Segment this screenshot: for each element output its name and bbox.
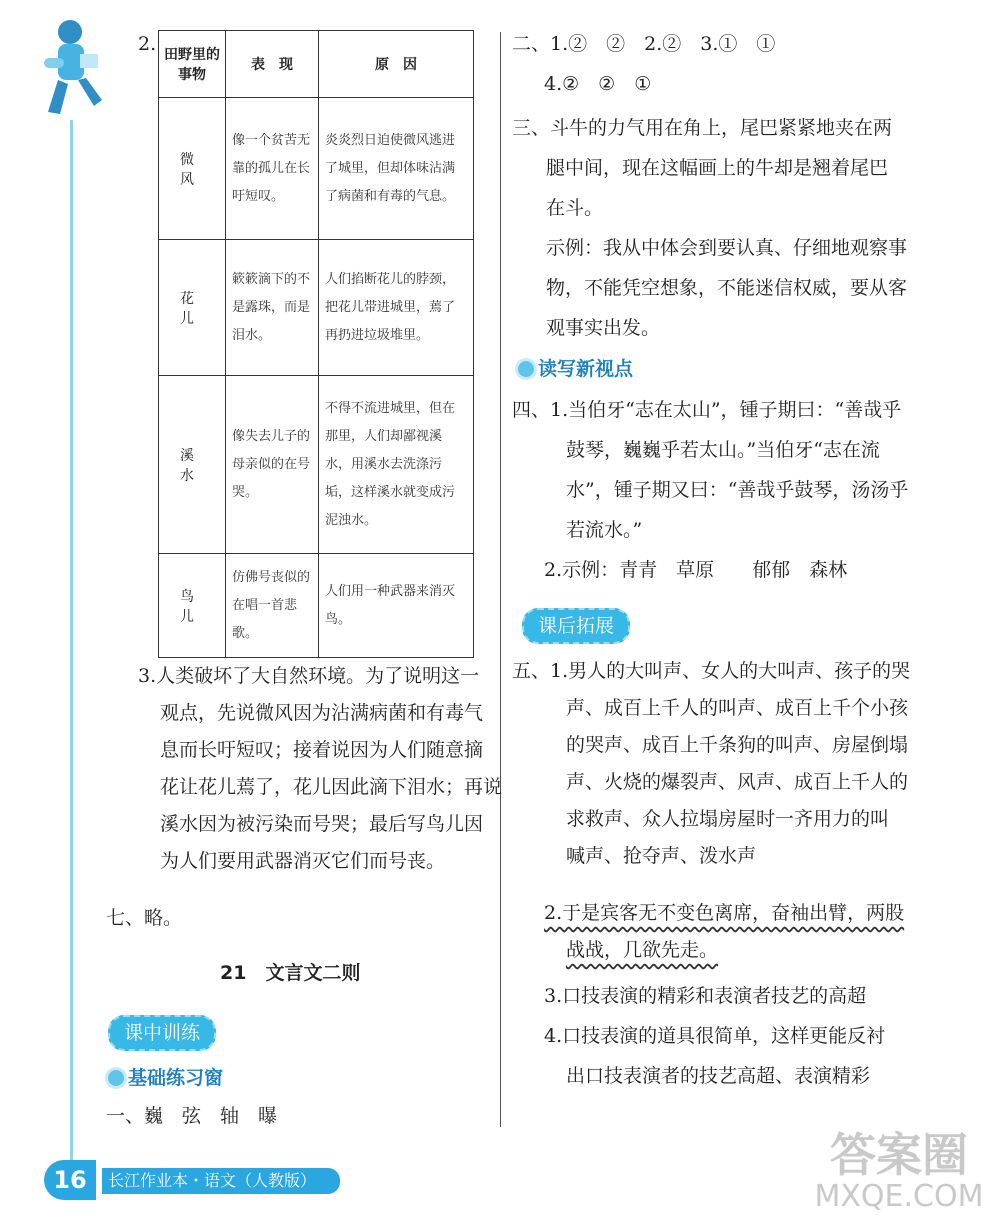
section-banner-in-class: 课中训练 <box>108 1015 216 1051</box>
table-cell: 不得不流进城里，但在那里，人们却鄙视溪水，用溪水去洗涤污垢，这样溪水就变成污泥浊水。 <box>319 376 474 554</box>
item-2-number: 2. <box>138 33 157 55</box>
table-header-cell: 田野里的事物 <box>159 31 226 98</box>
table-cell: 人们用一种武器来消灭鸟。 <box>319 554 474 658</box>
book-title-bar: 长江作业本・语文（人教版） <box>102 1168 340 1194</box>
subheading-basic-practice <box>108 1063 223 1093</box>
answer-line: 腿中间，现在这幅画上的牛却是翘着尾巴 <box>546 157 889 179</box>
answer-line: 在斗。 <box>546 197 604 219</box>
table-row <box>159 376 474 554</box>
answer-line: 溪水因为被污染而号哭；最后写鸟儿因 <box>160 813 484 835</box>
reading-boy-illustration <box>38 14 106 124</box>
answer-line: 三、斗牛的力气用在角上，尾巴紧紧地夹在两 <box>512 117 893 139</box>
answer-line: 一、巍 弦 轴 曝 <box>106 1105 278 1127</box>
answer-line: 3.口技表演的精彩和表演者技艺的高超 <box>544 985 867 1007</box>
answer-line: 花让花儿蔫了，花儿因此滴下泪水；再说 <box>160 776 503 798</box>
section-banner-after-class: 课后拓展 <box>522 608 630 644</box>
watermark <box>804 1130 994 1214</box>
answer-line: 出口技表演者的技艺高超、表演精彩 <box>566 1065 871 1087</box>
answer-line: 声、成百上千人的叫声、成百上千个小孩 <box>566 697 909 719</box>
answer-line: 求救声、众人拉塌房屋时一齐用力的叫 <box>566 808 890 830</box>
answer-line: 示例：我从中体会到要认真、仔细地观察事 <box>546 237 908 259</box>
answer-line: 五、1.男人的大叫声、女人的大叫声、孩子的哭 <box>512 660 911 682</box>
answer-line: 2.示例：青青 草原 郁郁 森林 <box>544 559 848 581</box>
bullet-icon <box>108 1070 124 1086</box>
table-cell: 仿佛号丧似的在唱一首悲歌。 <box>226 554 319 658</box>
subheading-label: 读写新视点 <box>538 358 634 380</box>
answer-line: 观点，先说微风因为沾满病菌和有毒气 <box>160 702 484 724</box>
answer-line: 4.口技表演的道具很简单，这样更能反衬 <box>544 1025 886 1047</box>
subheading-reading-writing <box>518 354 633 384</box>
answer-line: 3.人类破坏了大自然环境。为了说明这一 <box>138 665 480 687</box>
table-header-cell: 原 因 <box>319 31 474 98</box>
table-header-cell: 表 现 <box>226 31 319 98</box>
table-row <box>159 98 474 240</box>
answer-line: 七、略。 <box>106 907 183 929</box>
answer-line: 水”，锺子期又曰：“善哉乎鼓琴，汤汤乎 <box>566 479 909 501</box>
page-number: 16 <box>44 1160 96 1200</box>
answer-line: 喊声、抢夺声、泼水声 <box>566 845 757 867</box>
answer-line: 战战，几欲先走。 <box>566 939 719 961</box>
table-cell: 花 儿 <box>159 240 226 376</box>
watermark-url: MXQE.COM <box>814 1179 984 1214</box>
subheading-label: 基础练习窗 <box>128 1067 224 1089</box>
table-cell: 像一个贫苦无靠的孤儿在长吁短叹。 <box>226 98 319 240</box>
answer-line: 声、火烧的爆裂声、风声、成百上千人的 <box>566 771 909 793</box>
answer-line: 为人们要用武器消灭它们而号丧。 <box>160 850 446 872</box>
table-cell: 人们掐断花儿的脖颈，把花儿带进城里，蔫了再扔进垃圾堆里。 <box>319 240 474 376</box>
analysis-table <box>158 30 474 658</box>
watermark-logo: 答案圈 <box>830 1128 968 1182</box>
table-cell: 炎炎烈日迫使微风逃进了城里，但却体味沾满了病菌和有毒的气息。 <box>319 98 474 240</box>
table-cell: 簌簌滴下的不是露珠，而是泪水。 <box>226 240 319 376</box>
table-cell: 溪 水 <box>159 376 226 554</box>
answer-line: 二、1.② ② 2.② 3.① ① <box>512 33 776 55</box>
table-cell: 像失去儿子的母亲似的在号哭。 <box>226 376 319 554</box>
answer-line: 的哭声、成百上千条狗的叫声、房屋倒塌 <box>566 734 909 756</box>
answer-line: 鼓琴，巍巍乎若太山。”当伯牙“志在流 <box>566 439 880 461</box>
margin-line <box>70 120 73 1190</box>
table-cell: 微 风 <box>159 98 226 240</box>
answer-line: 物，不能凭空想象，不能迷信权威，要从客 <box>546 277 908 299</box>
column-divider <box>500 32 501 1127</box>
lesson-title: 21 文言文二则 <box>220 962 361 984</box>
table-header-row <box>159 31 474 98</box>
answer-line: 若流水。” <box>566 519 643 541</box>
answer-line: 观事实出发。 <box>546 317 661 339</box>
answer-line: 息而长吁短叹；接着说因为人们随意摘 <box>160 739 484 761</box>
table-row <box>159 240 474 376</box>
bullet-icon <box>518 361 534 377</box>
answer-line: 四、1.当伯牙“志在太山”，锺子期曰：“善哉乎 <box>512 399 902 421</box>
answer-line: 2.于是宾客无不变色离席，奋袖出臂，两股 <box>544 902 905 924</box>
table-row <box>159 554 474 658</box>
table-cell: 鸟 儿 <box>159 554 226 658</box>
answer-line: 4.② ② ① <box>544 73 652 95</box>
